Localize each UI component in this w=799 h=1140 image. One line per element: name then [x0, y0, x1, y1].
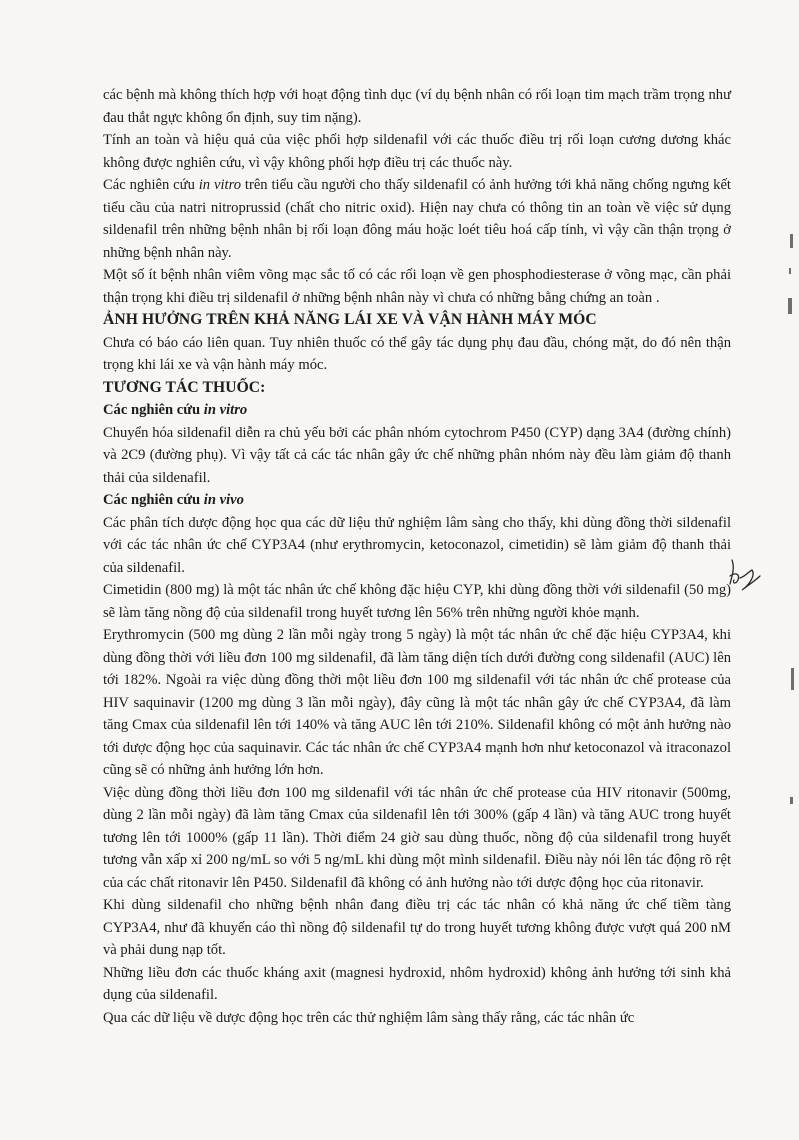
- scan-edge-mark: [788, 298, 792, 314]
- paragraph-retinitis: Một số ít bệnh nhân viêm võng mạc sắc tố có các rối loạn về gen phosphodiesterase ở võng mạc, cần phải thận trọng khi điều trị sildenafil ở những bệnh nhân này vì chưa có những bằng chứng an toàn .: [103, 267, 731, 306]
- subheading-invitro-italic: in vitro: [203, 402, 248, 418]
- handwritten-initials-mark: [726, 554, 764, 594]
- paragraph-cimetidine: Cimetidin (800 mg) là một tác nhân ức chế không đặc hiệu CYP, khi dùng đồng thời với sildenafil (50 mg) sẽ làm tăng nồng độ của sildenafil trong huyết tương lên 56% trên những người khỏe mạnh.: [103, 582, 731, 621]
- subheading-invitro: [103, 399, 731, 422]
- paragraph-ritonavir: Việc dùng đồng thời liều đơn 100 mg sildenafil với tác nhân ức chế protease của HIV ritonavir (500mg, dùng 2 lần mỗi ngày) đã làm tăng Cmax của sildenafil lên tới 300% (gấp 4 lần) và tăng AUC trong huyết tương lên tới 1000% (gấp 11 lần). Thời điểm 24 giờ sau dùng thuốc, nồng độ của sildenafil trong huyết tương vẫn xấp xỉ 200 ng/mL so với 5 ng/mL khi dùng một mình sildenafil. Điều này nói lên tác động rõ rệt của các chất ritonavir lên P450. Sildenafil đã không có ảnh hưởng nào tới dược động học của ritonavir.: [103, 784, 731, 891]
- paragraph-combination-safety: Tính an toàn và hiệu quả của việc phối hợp sildenafil với các thuốc điều trị rối loạn cương dương khác không được nghiên cứu, vì vậy không phối hợp điều trị các thuốc này.: [103, 132, 731, 171]
- scan-edge-mark: [790, 234, 793, 248]
- paragraph-metabolism: Chuyển hóa sildenafil diễn ra chủ yếu bởi các phân nhóm cytochrom P450 (CYP) dạng 3A4 (đường chính) và 2C9 (đường phụ). Vì vậy tất cả các tác nhân gây ức chế những phân nhóm này đều làm giảm độ thanh thải của sildenafil.: [103, 424, 731, 486]
- platelet-text-after: trên tiểu cầu người cho thấy sildenafil có ảnh hưởng tới khả năng chống ngưng kết tiểu cầu của natri nitroprussid (chất cho nitric oxid). Hiện nay chưa có thông tin an toàn về việc sử dụng sildenafil trên những bệnh nhân bị rối loạn đông máu hoặc loét tiêu hoá cấp tính, vì vậy cần thận trọng ở những bệnh nhân này.: [103, 177, 731, 261]
- subheading-invitro-text: Các nghiên cứu: [103, 402, 204, 418]
- scan-edge-mark: [790, 797, 793, 804]
- scan-edge-mark: [791, 668, 794, 690]
- paragraph-erythromycin: Erythromycin (500 mg dùng 2 lần mỗi ngày trong 5 ngày) là một tác nhân ức chế đặc hiệu CYP3A4, khi dùng đồng thời với liều đơn 100 mg sildenafil, đã làm tăng diện tích dưới đường cong sildenafil (AUC) lên tới 182%. Ngoài ra việc dùng đồng thời một liều đơn 100 mg sildenafil với tác nhân ức chế protease của HIV saquinavir (1200 mg dùng 3 lần mỗi ngày), đây cũng là một tác nhân gây ức chế CYP3A4, đã làm tăng Cmax của sildenafil lên tới 140% và tăng AUC lên tới 210%. Sildenafil không có một ảnh hưởng nào tới dược động học của saquinavir. Các tác nhân ức chế CYP3A4 mạnh hơn như ketoconazol và itraconazol cũng sẽ có những ảnh hưởng lớn hơn.: [103, 627, 731, 778]
- paragraph-intro: các bệnh mà không thích hợp với hoạt động tình dục (ví dụ bệnh nhân có rối loạn tim mạch trầm trọng như đau thắt ngực không ổn định, suy tim nặng).: [103, 87, 731, 126]
- platelet-text-italic: in vitro: [198, 177, 242, 193]
- heading-interactions: TƯƠNG TÁC THUỐC:: [103, 378, 266, 396]
- paragraph-conclusion: Qua các dữ liệu về dược động học trên các thử nghiệm lâm sàng thấy rằng, các tác nhân ức: [103, 1009, 635, 1026]
- paragraph-pk-analysis: Các phân tích dược động học qua các dữ liệu thử nghiệm lâm sàng cho thấy, khi dùng đồng thời sildenafil với các tác nhân ức chế CYP3A4 (như erythromycin, ketoconazol, cimetidin) sẽ làm giảm độ thanh thải của sildenafil.: [103, 514, 731, 576]
- scan-edge-mark: [789, 268, 791, 274]
- paragraph-driving: Chưa có báo cáo liên quan. Tuy nhiên thuốc có thể gây tác dụng phụ đau đầu, chóng mặt, do đó nên thận trọng khi lái xe và vận hành máy móc.: [103, 334, 731, 373]
- subheading-invivo-text: Các nghiên cứu: [103, 492, 204, 508]
- heading-driving: ẢNH HƯỞNG TRÊN KHẢ NĂNG LÁI XE VÀ VẬN HÀNH MÁY MÓC: [103, 311, 597, 328]
- document-page: [103, 84, 731, 1029]
- paragraph-platelet-study: [103, 174, 731, 264]
- paragraph-cyp-potential: Khi dùng sildenafil cho những bệnh nhân đang điều trị các tác nhân có khả năng ức chế tiềm tàng CYP3A4, như đã khuyến cáo thì nồng độ sildenafil tự do trong huyết tương không được vượt quá 200 nM và phải dung nạp tốt.: [103, 897, 731, 958]
- paragraph-antacid: Những liều đơn các thuốc kháng axit (magnesi hydroxid, nhôm hydroxid) không ảnh hưởng tới sinh khả dụng của sildenafil.: [103, 964, 731, 1003]
- platelet-text-before: Các nghiên cứu: [103, 177, 199, 193]
- subheading-invivo: [103, 489, 731, 512]
- subheading-invivo-italic: in vivo: [203, 492, 244, 508]
